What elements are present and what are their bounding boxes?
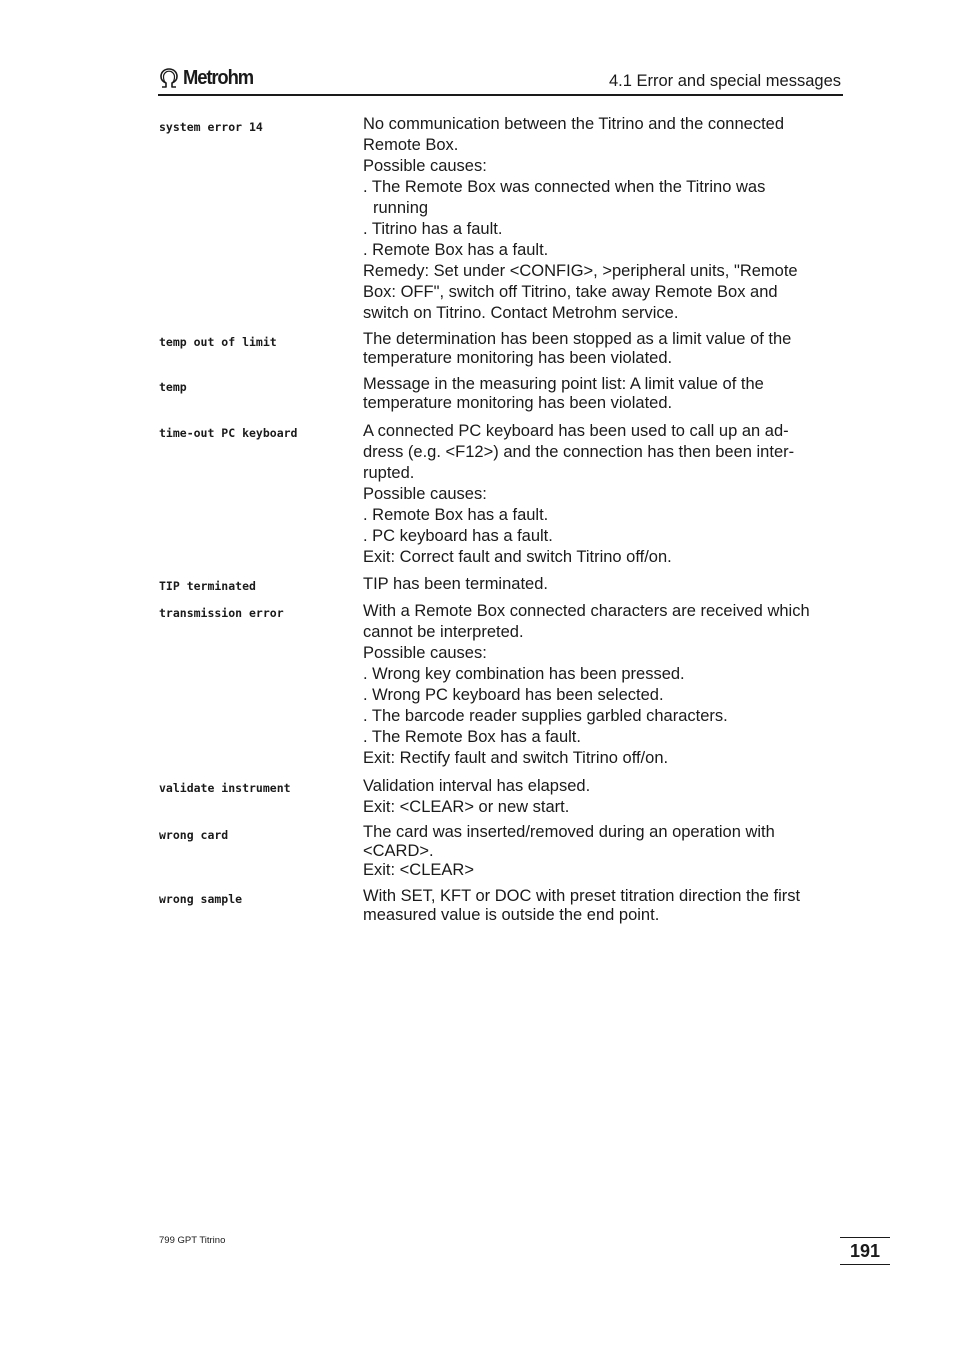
entry-term: time-out PC keyboard bbox=[159, 426, 298, 440]
description-line: Possible causes: bbox=[363, 485, 487, 503]
page-number: 191 bbox=[840, 1237, 890, 1265]
description-line: . The barcode reader supplies garbled characters. bbox=[363, 707, 728, 725]
description-line: Possible causes: bbox=[363, 644, 487, 662]
description-line: Box: OFF", switch off Titrino, take away Remote Box and bbox=[363, 283, 778, 301]
entry-term: transmission error bbox=[159, 606, 284, 620]
description-line: . Remote Box has a fault. bbox=[363, 506, 549, 524]
description-line: measured value is outside the end point. bbox=[363, 906, 660, 924]
description-line: cannot be interpreted. bbox=[363, 623, 524, 641]
description-line: dress (e.g. <F12>) and the connection has then been inter- bbox=[363, 443, 795, 461]
description-line: The determination has been stopped as a limit value of the bbox=[363, 330, 792, 348]
entry-description bbox=[363, 375, 833, 413]
description-line: No communication between the Titrino and the connected bbox=[363, 115, 785, 133]
description-line: TIP has been terminated. bbox=[363, 575, 548, 593]
description-line: . Titrino has a fault. bbox=[363, 220, 503, 238]
entry-description bbox=[363, 330, 833, 368]
description-line: A connected PC keyboard has been used to call up an ad- bbox=[363, 422, 789, 440]
entry-description bbox=[363, 601, 833, 769]
entry-term: wrong sample bbox=[159, 892, 243, 906]
description-line: . The Remote Box has a fault. bbox=[363, 728, 581, 746]
description-line: The card was inserted/removed during an operation with bbox=[363, 823, 775, 841]
description-line: Remote Box. bbox=[363, 136, 459, 154]
description-line: Message in the measuring point list: A limit value of the bbox=[363, 375, 764, 393]
page-header bbox=[158, 66, 843, 96]
entry-term: TIP terminated bbox=[159, 579, 256, 593]
description-line: . Wrong PC keyboard has been selected. bbox=[363, 686, 664, 704]
description-line: Exit: <CLEAR> bbox=[363, 861, 474, 879]
entry-description bbox=[363, 574, 833, 595]
description-line: . The Remote Box was connected when the Titrino was bbox=[363, 178, 766, 196]
brand-name: Metrohm bbox=[183, 67, 253, 89]
entry-description bbox=[363, 887, 833, 925]
description-line: . Remote Box has a fault. bbox=[363, 241, 549, 259]
description-line: rupted. bbox=[363, 464, 415, 482]
entry-term: system error 14 bbox=[159, 120, 263, 134]
description-line: <CARD>. bbox=[363, 842, 434, 860]
description-line: running bbox=[373, 199, 429, 217]
entry-description bbox=[363, 114, 833, 324]
entry-description bbox=[363, 776, 833, 818]
description-line: With a Remote Box connected characters are received which bbox=[363, 602, 810, 620]
description-line: Exit: Correct fault and switch Titrino off/on. bbox=[363, 548, 672, 566]
description-line: Exit: <CLEAR> or new start. bbox=[363, 798, 570, 816]
description-line: Remedy: Set under <CONFIG>, >peripheral units, "Remote bbox=[363, 262, 798, 280]
description-line: switch on Titrino. Contact Metrohm service. bbox=[363, 304, 679, 322]
metrohm-omega-icon bbox=[158, 67, 180, 89]
entry-term: temp bbox=[159, 380, 187, 394]
description-line: With SET, KFT or DOC with preset titration direction the first bbox=[363, 887, 801, 905]
description-line: temperature monitoring has been violated. bbox=[363, 394, 673, 412]
description-line: Validation interval has elapsed. bbox=[363, 777, 591, 795]
entry-term: validate instrument bbox=[159, 781, 291, 795]
footer-product-name: 799 GPT Titrino bbox=[159, 1235, 226, 1246]
entry-term: wrong card bbox=[159, 828, 229, 842]
brand-logo bbox=[158, 66, 259, 90]
entry-description bbox=[363, 421, 833, 568]
entry-term: temp out of limit bbox=[159, 335, 277, 349]
description-line: temperature monitoring has been violated. bbox=[363, 349, 673, 367]
description-line: Possible causes: bbox=[363, 157, 487, 175]
description-line: Exit: Rectify fault and switch Titrino off/on. bbox=[363, 749, 669, 767]
description-line: . PC keyboard has a fault. bbox=[363, 527, 553, 545]
description-line: . Wrong key combination has been pressed. bbox=[363, 665, 685, 683]
entry-description bbox=[363, 823, 833, 880]
section-title: 4.1 Error and special messages bbox=[608, 72, 841, 90]
